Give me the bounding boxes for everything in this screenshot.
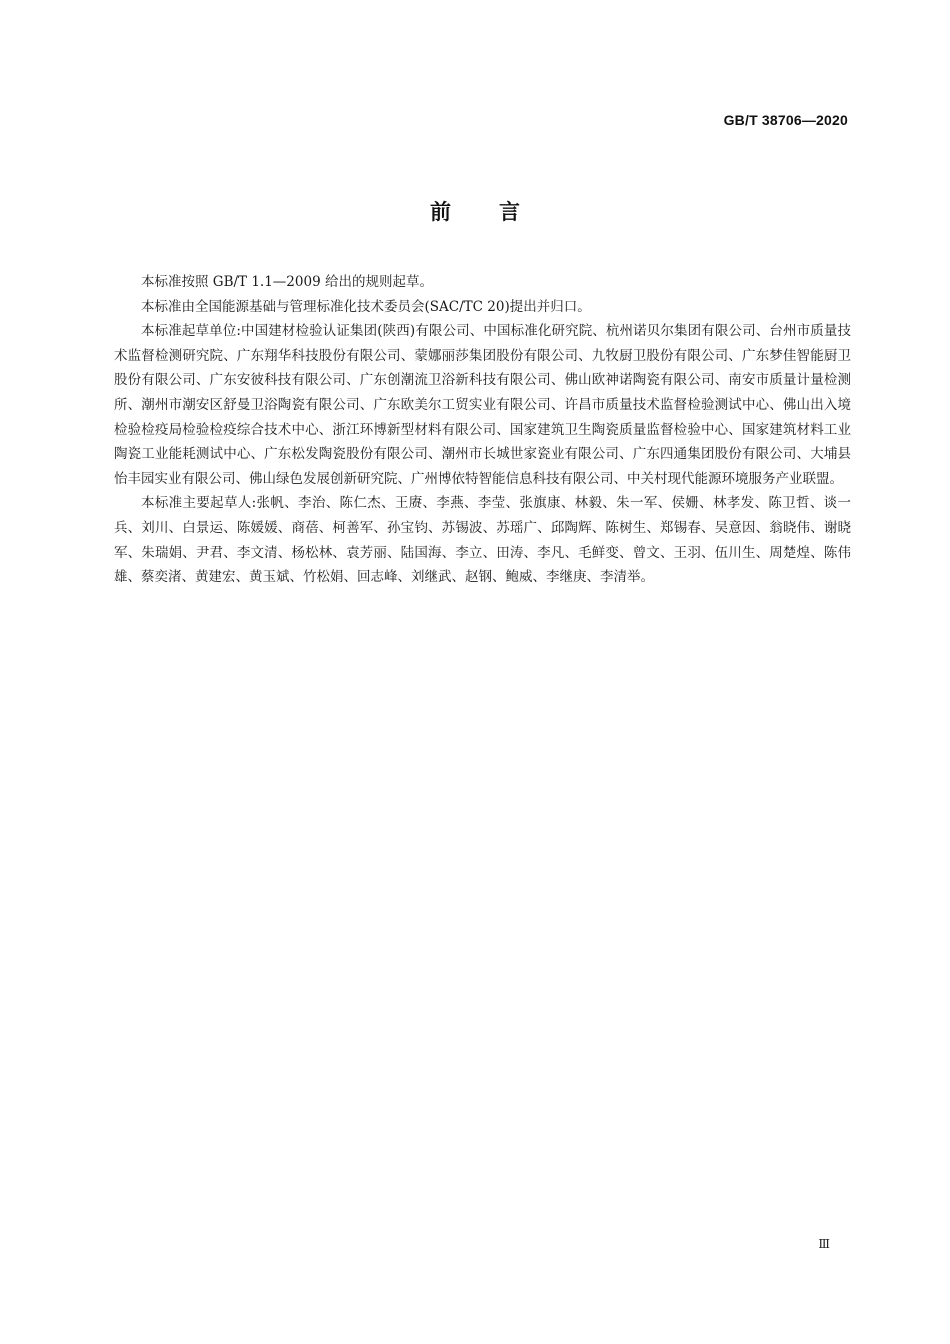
- paragraph-drafting-units: 本标准起草单位:中国建材检验认证集团(陕西)有限公司、中国标准化研究院、杭州诺贝尔集团有限公司、台州市质量技术监督检测研究院、广东翔华科技股份有限公司、蒙娜丽莎集团股份有限公司、九牧厨卫股份有限公司、广东梦佳智能厨卫股份有限公司、广东安彼科技有限公司、广东创潮流卫浴新科技有限公司、佛山欧神诺陶瓷有限公司、南安市质量计量检测所、潮州市潮安区舒曼卫浴陶瓷有限公司、广东欧美尔工贸实业有限公司、许昌市质量技术监督检验测试中心、佛山出入境检验检疫局检验检疫综合技术中心、浙江环博新型材料有限公司、国家建筑卫生陶瓷质量监督检验中心、国家建筑材料工业陶瓷工业能耗测试中心、广东松发陶瓷股份有限公司、潮州市长城世家瓷业有限公司、广东四通集团股份有限公司、大埔县怡丰园实业有限公司、佛山绿色发展创新研究院、广州博依特智能信息科技有限公司、中关村现代能源环境服务产业联盟。: [114, 323, 851, 487]
- paragraph-drafters: 本标准主要起草人:张帆、李治、陈仁杰、王赓、李燕、李莹、张旗康、林毅、朱一军、侯姗、林孝发、陈卫哲、谈一兵、刘川、白景运、陈媛媛、商蓓、柯善军、孙宝钧、苏锡波、苏瑶广、邱陶辉、陈树生、郑锡春、吴意因、翁晓伟、谢晓军、朱瑞娟、尹君、李文清、杨松林、袁芳丽、陆国海、李立、田涛、李凡、毛鲜变、曾文、王羽、伍川生、周楚煌、陈伟雄、蔡奕渚、黄建宏、黄玉斌、竹松娟、回志峰、刘继武、赵钢、鲍威、李继庚、李清举。: [114, 495, 851, 586]
- paragraph-proposer: 本标准由全国能源基础与管理标准化技术委员会(SAC/TC 20)提出并归口。: [141, 298, 591, 315]
- page-title: 前言: [430, 200, 568, 224]
- page-number: Ⅲ: [818, 1237, 830, 1251]
- paragraph-drafting-rules: 本标准按照 GB/T 1.1—2009 给出的规则起草。: [141, 274, 433, 290]
- standard-code: GB/T 38706—2020: [723, 112, 848, 128]
- foreword-body: [114, 270, 851, 590]
